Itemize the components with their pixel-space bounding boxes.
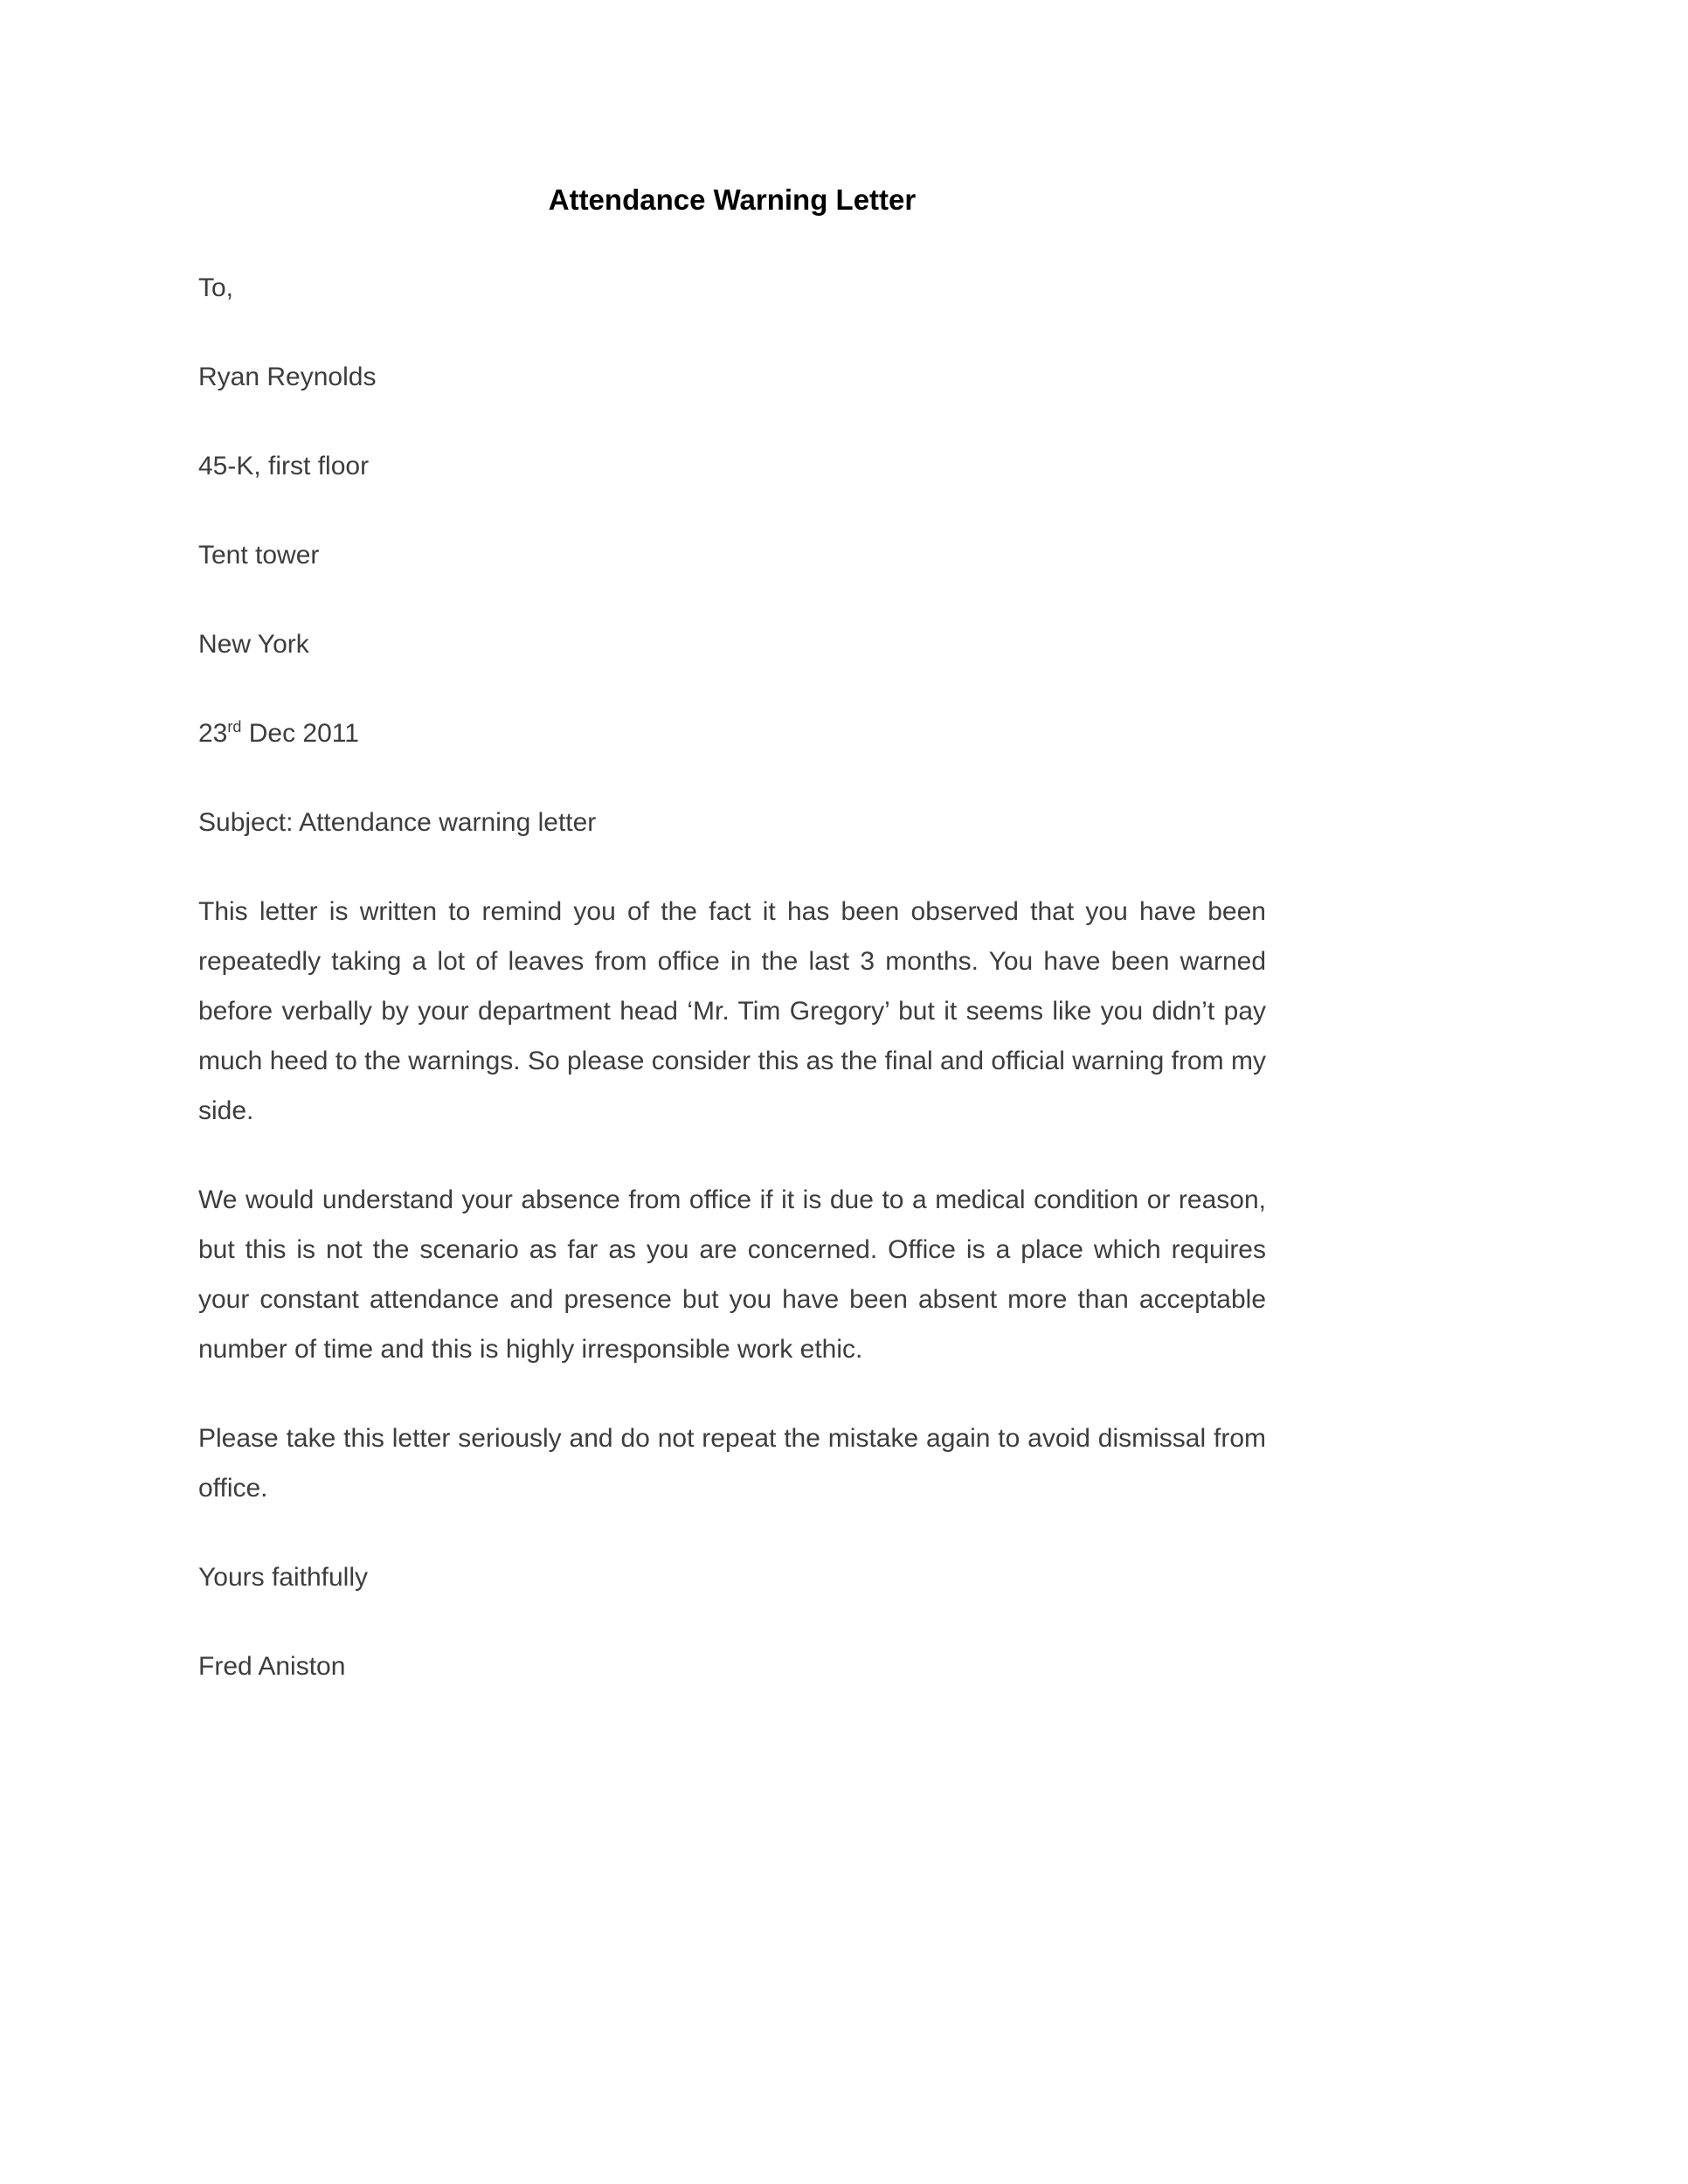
- date-line: [198, 708, 1266, 758]
- recipient-address-line1: 45-K, first floor: [198, 452, 370, 480]
- letter-content: [198, 175, 1266, 1731]
- date-day: 23: [198, 719, 228, 748]
- body-paragraph-2: We would understand your absence from office if it is due to a medical condition or reason, but this is not the scenario as far as you are concerned. Office is a place which requires your constant attendance and presence but you have been absent more than acceptable number of time and this is highly irresponsible work ethic.: [198, 1185, 1266, 1364]
- body-paragraph-3: Please take this letter seriously and do not repeat the mistake again to avoid dismissal from office.: [198, 1424, 1266, 1503]
- signature: Fred Aniston: [198, 1652, 346, 1681]
- letter-title: Attendance Warning Letter: [548, 183, 917, 216]
- recipient-address-line2: Tent tower: [198, 541, 320, 570]
- date-rest: Dec 2011: [241, 719, 359, 748]
- salutation: To,: [198, 273, 234, 302]
- recipient-address-line3: New York: [198, 630, 309, 659]
- closing: Yours faithfully: [198, 1563, 369, 1592]
- date-ordinal: rd: [227, 718, 242, 736]
- recipient-name: Ryan Reynolds: [198, 363, 377, 391]
- body-paragraph-1: This letter is written to remind you of the fact it has been observed that you have been repeatedly taking a lot of leaves from office in the last 3 months. You have been warned before verbally by your department head ‘Mr. Tim Gregory’ but it seems like you didn’t pay much heed to the warnings. So please consider this as the final and official warning from my side.: [198, 897, 1266, 1125]
- subject-line: Subject: Attendance warning letter: [198, 808, 597, 837]
